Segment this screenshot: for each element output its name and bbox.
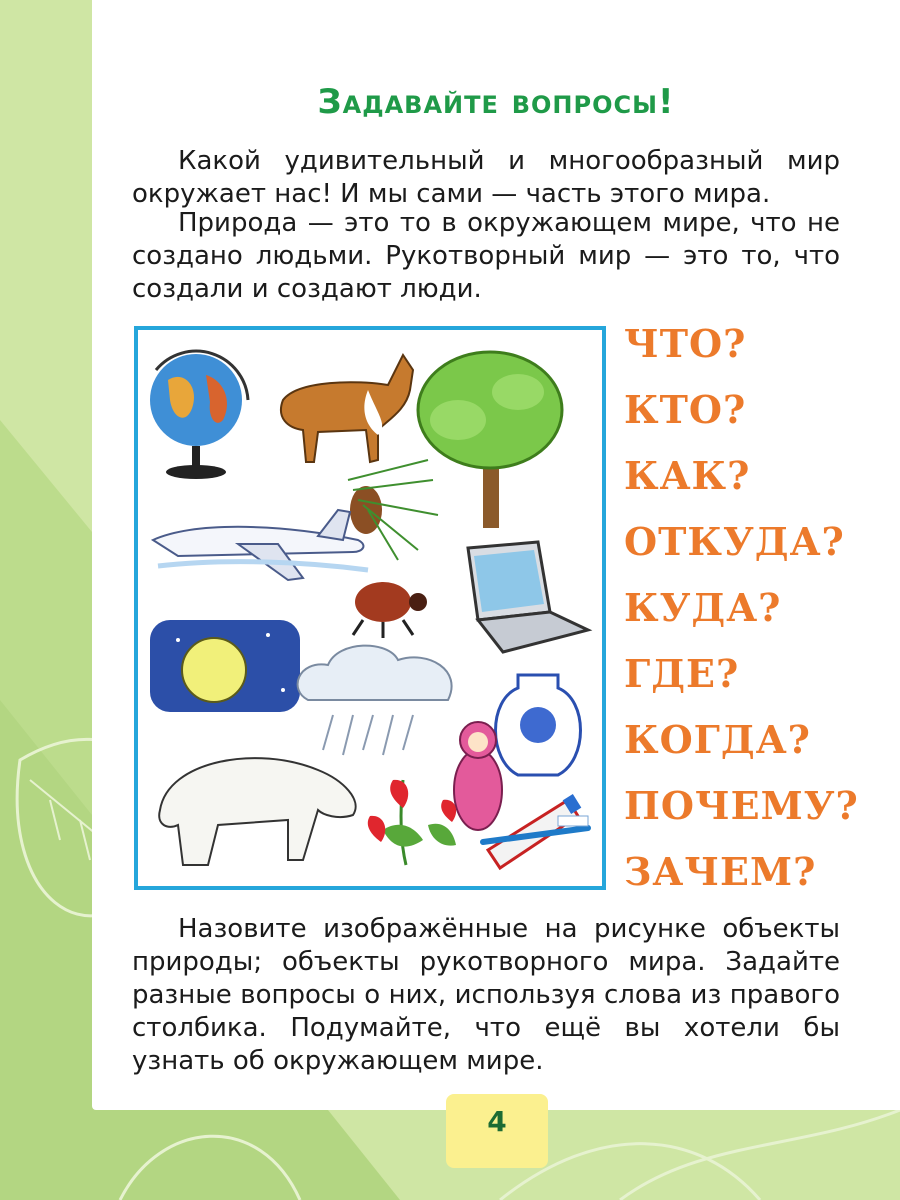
question-word: ПОЧЕМУ? <box>624 783 859 828</box>
question-word: КОГДА? <box>624 717 811 762</box>
vase-icon <box>496 675 581 775</box>
question-words-list <box>624 318 894 912</box>
task-paragraph: Назовите изображённые на рисунке объекты природы; объекты рукотворного мира. Задайте разные вопросы о них, используя слова из правого столбика. Подумайте, что ещё вы хотели бы узнать об окружающем мире. <box>132 914 840 1076</box>
question-word: ЧТО? <box>624 321 747 366</box>
question-word: КТО? <box>624 387 747 432</box>
dog-icon <box>281 355 413 462</box>
tree-icon <box>418 352 562 528</box>
polar-bear-icon <box>159 758 355 865</box>
question-word: ОТКУДА? <box>624 519 845 564</box>
beetle-icon <box>353 582 427 638</box>
laptop-icon <box>468 542 588 652</box>
question-word: ЗАЧЕМ? <box>624 849 817 894</box>
page-number: 4 <box>446 1094 548 1168</box>
question-word: КУДА? <box>624 585 782 630</box>
page-title: Задавайте вопросы! <box>317 82 675 122</box>
matryoshka-icon <box>454 722 502 830</box>
illustration-frame <box>134 326 606 890</box>
globe-icon <box>150 351 248 479</box>
nature-paragraph: Природа — это то в окружающем мире, что не создано людьми. Рукотворный мир — это то, что создали и создают люди. <box>132 208 840 304</box>
question-word: ГДЕ? <box>624 651 740 696</box>
moon-icon <box>150 620 300 712</box>
airplane-icon <box>153 510 368 580</box>
strawberry-icon <box>368 780 456 865</box>
intro-paragraph: Какой удивительный и многообразный мир окружает нас! И мы сами — часть этого мира. <box>132 146 840 209</box>
cloud-icon <box>298 646 452 755</box>
question-word: КАК? <box>624 453 751 498</box>
